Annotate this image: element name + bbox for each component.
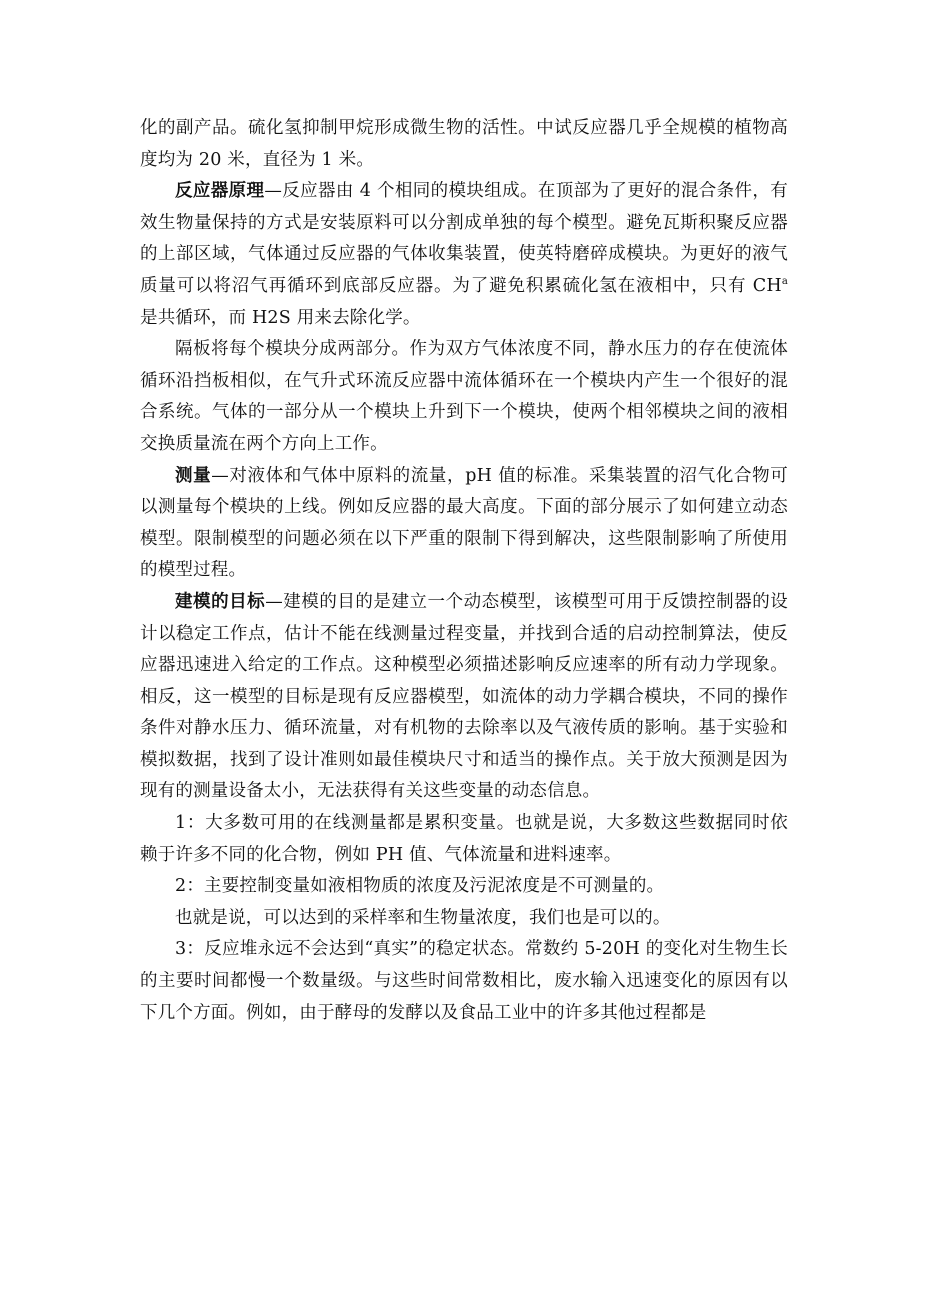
paragraph-text: —对液体和气体中原料的流量，pH 值的标准。采集装置的沼气化合物可以测量每个模块的上线。例如反应器的最大高度。下面的部分展示了如何建立动态模型。限制模型的问题必须在以下严重的限制下得到解决，这些限制影响了所使用的模型过程。 xyxy=(140,465,789,581)
paragraph-text: 隔板将每个模块分成两部分。作为双方气体浓度不同，静水压力的存在使流体循环沿挡板相似，在气升式环流反应器中流体循环在一个模块内产生一个很好的混合系统。气体的一部分从一个模块上升到下一个模块，使两个相邻模块之间的液相交换质量流在两个方向上工作。 xyxy=(140,339,788,454)
paragraph-text: 化的副产品。硫化氢抑制甲烷形成微生物的活性。中试反应器几乎全规模的植物高度均为 20 米，直径为 1 米。 xyxy=(140,118,788,170)
list-item-2 xyxy=(140,871,788,903)
superscript: a xyxy=(781,276,788,288)
paragraph-text: 1：大多数可用的在线测量都是累积变量。也就是说，大多数这些数据同时依赖于许多不同的化合物，例如 PH 值、气体流量和进料速率。 xyxy=(140,813,788,865)
section-heading-modeling-goal: 建模的目标 xyxy=(175,591,266,612)
paragraph-text: —反应器由 4 个相同的模块组成。在顶部为了更好的混合条件，有效生物量保持的方式是安装原料可以分割成单独的每个模型。避免瓦斯积聚反应器的上部区域，气体通过反应器的气体收集装置，使英特磨碎成模块。为更好的液气质量可以将沼气再循环到底部反应器。为了避免积累硫化氢在液相中，只有 CH xyxy=(140,181,788,296)
paragraph-modeling-goal xyxy=(140,587,788,808)
paragraph-text: 2：主要控制变量如液相物质的浓度及污泥浓度是不可测量的。 xyxy=(175,876,665,897)
list-item-3 xyxy=(140,934,788,1029)
paragraph-sampling xyxy=(140,903,788,935)
paragraph-continuation xyxy=(140,113,788,176)
body-text xyxy=(140,113,788,1029)
paragraph-text: 3：反应堆永远不会达到“真实”的稳定状态。常数约 5-20H 的变化对生物生长的主要时间都慢一个数量级。与这些时间常数相比，废水输入迅速变化的原因有以下几个方面。例如，由于酵母的发酵以及食品工业中的许多其他过程都是 xyxy=(140,939,788,1023)
paragraph-baffle xyxy=(140,334,788,460)
paragraph-text: 也就是说，可以达到的采样率和生物量浓度，我们也是可以的。 xyxy=(175,907,671,928)
paragraph-text-after: 是共循环，而 H2S 用来去除化学。 xyxy=(140,307,421,328)
section-heading-measurement: 测量 xyxy=(175,465,212,486)
paragraph-text: —建模的目的是建立一个动态模型，该模型可用于反馈控制器的设计以稳定工作点，估计不能在线测量过程变量，并找到合适的启动控制算法，使反应器迅速进入给定的工作点。这种模型必须描述影响反应速率的所有动力学现象。相反，这一模型的目标是现有反应器模型，如流体的动力学耦合模块，不同的操作条件对静水压力、循环流量，对有机物的去除率以及气液传质的影响。基于实验和模拟数据，找到了设计准则如最佳模块尺寸和适当的操作点。关于放大预测是因为现有的测量设备太小，无法获得有关这些变量的动态信息。 xyxy=(140,591,788,802)
list-item-1 xyxy=(140,808,788,871)
paragraph-reactor-principle xyxy=(140,176,788,334)
paragraph-measurement xyxy=(140,461,788,587)
section-heading-reactor-principle: 反应器原理 xyxy=(175,181,265,202)
